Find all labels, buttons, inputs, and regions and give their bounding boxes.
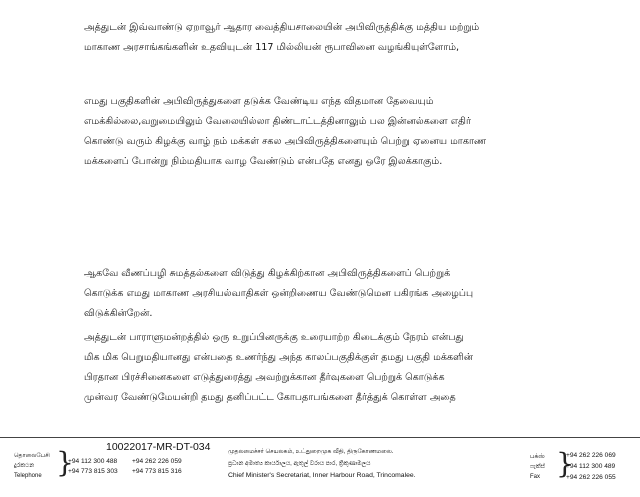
- fax-label-tamil: பக்ஸ்: [530, 454, 545, 460]
- paragraph-line: விடுக்கின்றேன்.: [84, 308, 153, 319]
- brace-icon: }: [56, 446, 74, 479]
- fax-label-english: Fax: [530, 474, 541, 480]
- address-line-english: Chief Minister's Secretariat, Inner Harbour Road, Trincomalee.: [228, 472, 416, 479]
- telephone-number: +94 773 815 316: [132, 468, 182, 475]
- fax-number: +94 112 300 489: [566, 463, 616, 470]
- telephone-label-english: Telephone: [14, 473, 42, 479]
- footer-divider: [0, 437, 640, 438]
- telephone-number: +94 262 226 059: [132, 458, 182, 465]
- paragraph-line: மாகாண அரசாங்கங்களின் உதவியுடன் 117 மில்லியன் ரூபாவினை வழங்கியுள்ளோம்,: [84, 42, 460, 53]
- paragraph-line: எமக்கில்லை,வறுமையிலும் வேலையில்லா திண்டாட்டத்தினாலும் பல இன்னல்களை எதிர்: [84, 116, 472, 127]
- paragraph-line: ஆகவே வீணப்பழி சுமத்தல்களை விடுத்து கிழக்கிற்கான அபிவிருத்திகளைப் பெற்றுக்: [84, 268, 451, 279]
- fax-label-sinhala: ෆැක්ස්: [530, 464, 545, 470]
- paragraph-1: [84, 18, 564, 58]
- document-code: 10022017-MR-DT-034: [106, 441, 211, 453]
- fax-number: +94 262 226 055: [566, 474, 616, 481]
- address-line-tamil: முதலமைச்சர் செயலகம், உட்துறைமுக வீதி, திருகோணமலை.: [228, 449, 394, 455]
- paragraph-line: எமது பகுதிகளின் அபிவிருத்துகளை தடுக்க வேண்டிய எந்த விதமான தேவையும்: [84, 96, 434, 107]
- paragraph-line: கொண்டு வரும் கிழக்கு வாழ் நம் மக்கள் சகல அபிவிருத்திகளையும் பெற்று ஏனைய மாகாண: [84, 136, 487, 147]
- paragraph-4: [84, 328, 564, 408]
- paragraph-line: அத்துடன் இவ்வாண்டு ஏறாவூர் ஆதார வைத்தியசாலையின் அபிவிருத்திக்கு மத்திய மற்றும்: [84, 22, 480, 33]
- brace-icon: }: [556, 447, 574, 480]
- paragraph-line: மக்களைப் போன்று நிம்மதியாக வாழ வேண்டும் என்பதே எனது ஒரே இலக்காகும்.: [84, 156, 443, 167]
- paragraph-line: மிக மிக பெறுமதியானது என்பதை உணர்ந்து அந்த காலப்பகுதிக்குள் தமது பகுதி மக்களின்: [84, 352, 474, 363]
- paragraph-line: கொடுக்க எமது மாகாண அரசியல்வாதிகள் ஒன்றிணைய வேண்டுமென பகிரங்க அழைப்பு: [84, 288, 474, 299]
- paragraph-3: [84, 264, 564, 324]
- address-line-sinhala: ප්‍රධාන අමාත්‍ය කාර්යාලය, ඇතුල් වරාය පාර, ත්‍රිකුණාමලය: [228, 461, 371, 467]
- telephone-label-sinhala: දුරකථන: [14, 463, 35, 469]
- paragraph-line: அத்துடன் பாராளுமன்றத்தில் ஒரு உறுப்பினருக்கு உரையாற்ற கிடைக்கும் நேரம் என்பது: [84, 332, 464, 343]
- telephone-number: +94 112 300 488: [68, 458, 118, 465]
- paragraph-2: [84, 92, 564, 172]
- telephone-label-tamil: தொலைபேசி: [14, 453, 50, 459]
- telephone-number: +94 773 815 303: [68, 468, 118, 475]
- paragraph-line: முன்வர வேண்டுமேயன்றி தமது தனிப்பட்ட கோபதாபங்களை தீர்த்துக் கொள்ள அதை: [84, 392, 456, 403]
- fax-number: +94 262 226 069: [566, 452, 616, 459]
- paragraph-line: பிரதான பிரச்சினைகளை எடுத்துரைத்து அவற்றுக்கான தீர்வுகளை பெற்றுக் கொடுக்க: [84, 372, 445, 383]
